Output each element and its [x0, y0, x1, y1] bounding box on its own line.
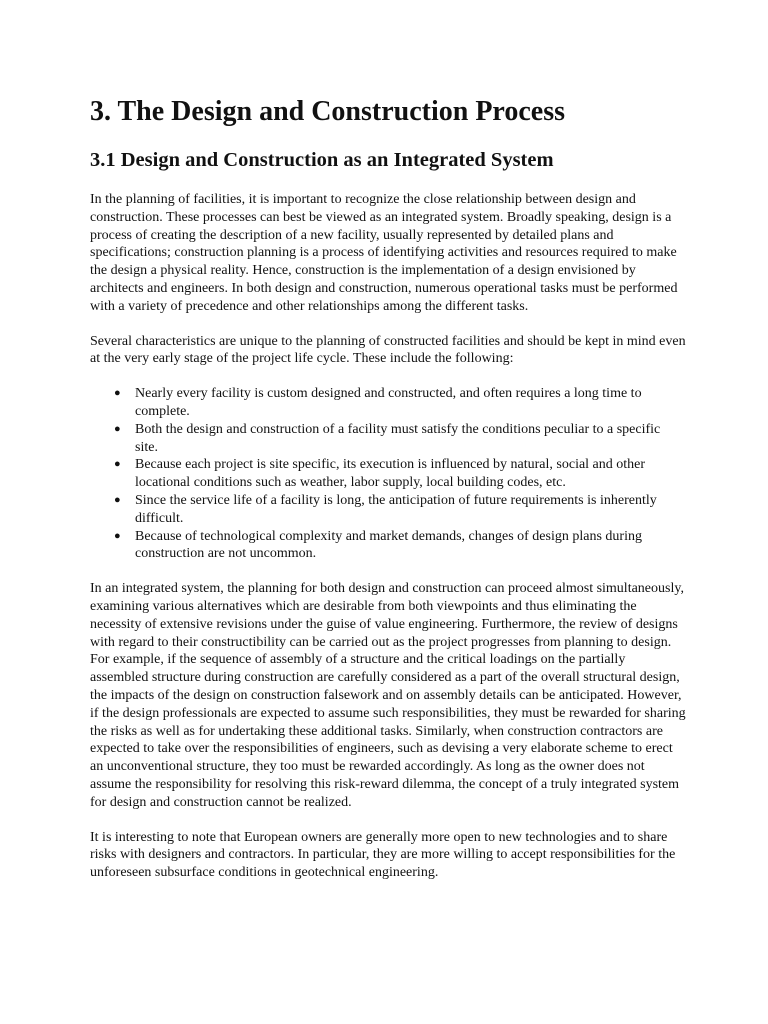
characteristics-list	[90, 385, 686, 563]
list-item	[90, 385, 686, 421]
intro-paragraph: In the planning of facilities, it is important to recognize the close relationship between design and construction. These processes can best be viewed as an integrated system. Broadly speaking, design is a process of creating the description of a new facility, usually represented by detailed plans and specifications; construction planning is a process of identifying activities and resources required to make the design a physical reality. Hence, construction is the implementation of a design envisioned by architects and engineers. In both design and construction, numerous operational tasks must be performed with a variety of precedence and other relationships among the different tasks.	[90, 192, 678, 314]
list-item	[90, 528, 686, 564]
bullet-icon: ●	[114, 422, 121, 435]
list-item-text: Because each project is site specific, its execution is influenced by natural, social and other locational conditions such as weather, labor supply, local building codes, etc.	[135, 457, 646, 491]
list-item	[90, 421, 686, 457]
characteristics-paragraph: Several characteristics are unique to the planning of constructed facilities and should be kept in mind even at the very early stage of the project life cycle. These include the following:	[90, 333, 686, 367]
list-item-text: Since the service life of a facility is long, the anticipation of future requirements is inherently difficult.	[135, 492, 657, 526]
bullet-icon: ●	[114, 458, 121, 471]
bullet-icon: ●	[114, 493, 121, 506]
page-title: 3. The Design and Construction Process	[90, 96, 566, 127]
document-page	[90, 96, 686, 899]
integrated-system-paragraph: In an integrated system, the planning for both design and construction can proceed almost simultaneously, examining various alternatives which are desirable from both viewpoints and thus eliminating the necessity of extensive revisions under the guise of value engineering. Furthermore, the review of designs with regard to their constructibility can be carried out as the project progresses from planning to design. For example, if the sequence of assembly of a structure and the critical loadings on the partially assembled structure during construction are carefully considered as a part of the overall structural design, the impacts of the design on construction falsework and on assembly details can be anticipated. However, if the design professionals are expected to assume such responsibilities, they must be rewarded for sharing the risks as well as for undertaking these additional tasks. Similarly, when construction contractors are expected to take over the responsibilities of engineers, such as devising a very elaborate scheme to erect an unconventional structure, they too must be rewarded accordingly. As long as the owner does not assume the responsibility for resolving this risk-reward dilemma, the concept of a truly integrated system for design and construction cannot be realized.	[90, 581, 686, 810]
list-item	[90, 492, 686, 528]
list-item-text: Because of technological complexity and market demands, changes of design plans during construction are not uncommon.	[135, 528, 642, 562]
list-item	[90, 456, 686, 492]
list-item-text: Nearly every facility is custom designed and constructed, and often requires a long time to complete.	[135, 386, 642, 419]
list-item-text: Both the design and construction of a facility must satisfy the conditions peculiar to a specific site.	[135, 421, 661, 455]
section-heading: 3.1 Design and Construction as an Integrated System	[90, 149, 554, 171]
bullet-icon: ●	[114, 387, 121, 400]
bullet-icon: ●	[114, 529, 121, 542]
european-owners-paragraph: It is interesting to note that European owners are generally more open to new technologies and to share risks with designers and contractors. In particular, they are more willing to accept responsibilities for the unforeseen subsurface conditions in geotechnical engineering.	[90, 829, 676, 881]
